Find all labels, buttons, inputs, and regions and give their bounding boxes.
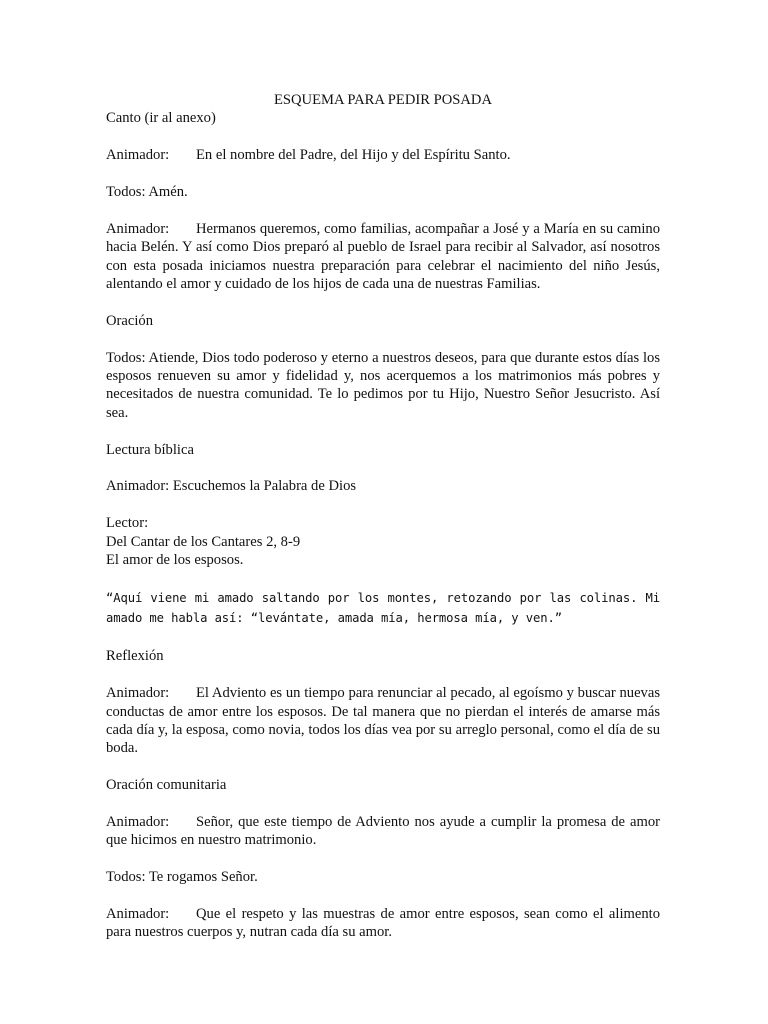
speaker-label: Animador:: [106, 906, 170, 923]
document-body: [106, 91, 660, 942]
oracion-text: Todos: Atiende, Dios todo poderoso y eterno a nuestros deseos, para que durante estos días los esposos renueven su amor y fidelidad y, nos acerquemos a los matrimonios más pobres y necesitados de nuestra comunidad. Te lo pedimos por tu Hijo, Nuestro Señor Jesucristo. Así sea.: [106, 349, 660, 421]
oracion-heading: Oración: [106, 312, 154, 329]
animador-block-2: [106, 220, 660, 294]
scripture-quote: “Aquí viene mi amado saltando por los montes, retozando por las colinas. Mi amado me habla así: “levántate, amada mía, hermosa mía, y ven.”: [106, 590, 660, 626]
speaker-label: Animador:: [106, 685, 170, 702]
speaker-label: Animador:: [106, 147, 170, 164]
speaker-label: Animador:: [106, 814, 170, 831]
animador-block-1: [106, 146, 660, 164]
oracion-comunitaria-heading: Oración comunitaria: [106, 777, 227, 794]
animador-block-4: [106, 813, 660, 850]
animador-block-3: [106, 684, 660, 758]
canto-line: Canto (ir al anexo): [106, 110, 216, 127]
reflexion-heading: Reflexión: [106, 648, 164, 665]
todos-amen-line: Todos: Amén.: [106, 184, 188, 200]
lector-reference: Del Cantar de los Cantares 2, 8-9: [106, 533, 301, 550]
lector-subtitle: El amor de los esposos.: [106, 552, 244, 569]
lectura-heading: Lectura bíblica: [106, 441, 194, 458]
speaker-label: Animador:: [106, 220, 170, 237]
document-title: ESQUEMA PARA PEDIR POSADA: [273, 92, 492, 108]
lectura-animador-line: Animador: Escuchemos la Palabra de Dios: [106, 478, 357, 495]
todos-rogamos-line: Todos: Te rogamos Señor.: [106, 869, 258, 886]
animador-text-4: Señor, que este tiempo de Adviento nos ayude a cumplir la promesa de amor que hicimos en nuestro matrimonio.: [106, 814, 660, 849]
animador-text-5: Que el respeto y las muestras de amor entre esposos, sean como el alimento para nuestros cuerpos y, nutran cada día su amor.: [106, 906, 660, 941]
animador-text-1: En el nombre del Padre, del Hijo y del Espíritu Santo.: [196, 147, 511, 164]
animador-text-2: Hermanos queremos, como familias, acompañar a José y a María en su camino hacia Belén. Y así como Dios preparó al pueblo de Israel para recibir al Salvador, así nosotros con esta posada iniciamos nuestra preparación para celebrar el nacimiento del niño Jesús, alentando el amor y cuidado de los hijos de cada una de nuestras Familias.: [106, 220, 660, 293]
animador-text-3: El Adviento es un tiempo para renunciar al pecado, al egoísmo y buscar nuevas conductas de amor entre los esposos. De tal manera que no pierdan el interés de amarse más cada día y, la esposa, como novia, todos los días vea por su arreglo personal, como el día de su boda.: [106, 685, 660, 757]
animador-block-5: [106, 905, 660, 942]
lector-label: Lector:: [106, 515, 149, 532]
